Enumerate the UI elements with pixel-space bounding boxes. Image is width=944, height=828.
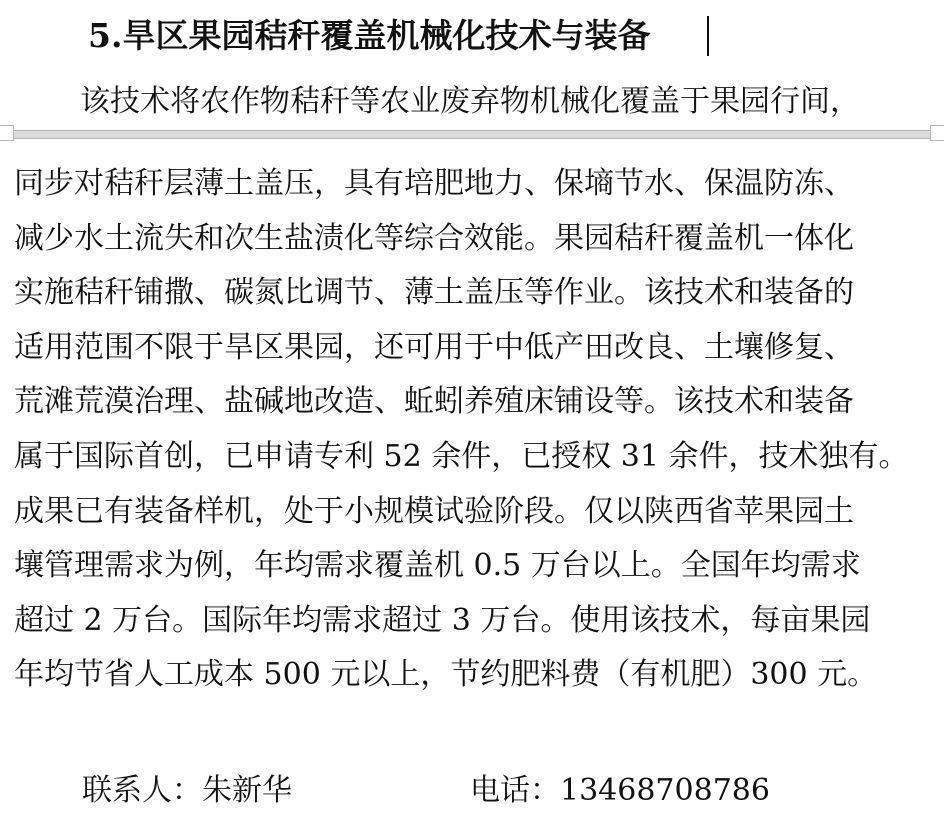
- page-break-divider: [0, 125, 944, 147]
- body-line: 壤管理需求为例，年均需求覆盖机 0.5 万台以上。全国年均需求: [14, 548, 861, 584]
- contact-phone: 电话：13468708786: [470, 773, 770, 808]
- contact-person: 联系人：朱新华: [82, 773, 292, 808]
- body-line: 减少水土流失和次生盐渍化等综合效能。果园秸秆覆盖机一体化: [14, 220, 854, 256]
- page-corner-left: [0, 125, 14, 141]
- body-line: 超过 2 万台。国际年均需求超过 3 万台。使用该技术，每亩果园: [14, 602, 871, 638]
- body-line: 荒滩荒漠治理、盐碱地改造、蚯蚓养殖床铺设等。该技术和装备: [14, 384, 854, 420]
- body-line: 年均节省人工成本 500 元以上，节约肥料费（有机肥）300 元。: [14, 657, 878, 693]
- body-line: 实施秸秆铺撒、碳氮比调节、薄土盖压等作业。该技术和装备的: [14, 275, 854, 311]
- page-title: 5.旱区果园秸秆覆盖机械化技术与装备: [88, 16, 651, 55]
- paragraph-first-line: 该技术将农作物秸秆等农业废弃物机械化覆盖于果园行间，: [80, 84, 860, 119]
- body-line: 适用范围不限于旱区果园，还可用于中低产田改良、土壤修复、: [14, 329, 854, 365]
- body-line: 成果已有装备样机，处于小规模试验阶段。仅以陕西省苹果园土: [14, 493, 854, 529]
- page-gap-bar: [14, 130, 930, 139]
- body-line: 同步对秸秆层薄土盖压，具有培肥地力、保墒节水、保温防冻、: [14, 166, 854, 201]
- text-cursor: [707, 16, 709, 56]
- body-paragraph: [14, 157, 934, 703]
- page-corner-right: [930, 125, 944, 141]
- body-line: 属于国际首创，已申请专利 52 余件，已授权 31 余件，技术独有。: [14, 438, 909, 474]
